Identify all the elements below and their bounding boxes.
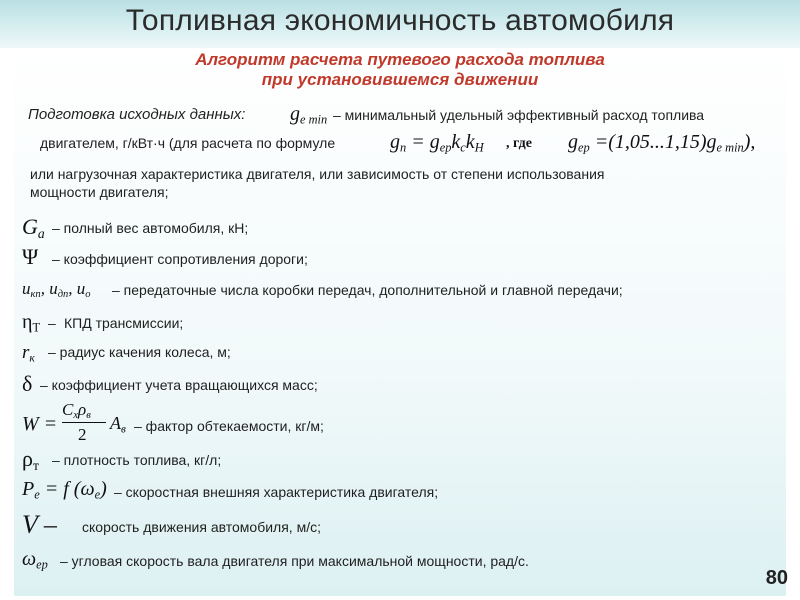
item-streamline-factor: – фактор обтекаемости, кг/м; [134, 418, 324, 434]
symbol-pe: $P_e = f$ $(\omega_e)$ [22, 478, 107, 502]
prep-line-3: или нагрузочная характеристика двигателя, или зависимость от степени использования [30, 166, 605, 182]
item-weight: – полный вес автомобиля, кН; [52, 220, 249, 236]
prep-line-4: мощности двигателя; [30, 184, 169, 200]
formula-w: W = $C_x\rho_в$ 2 $A_в$ [22, 400, 126, 444]
prep-line-2: двигателем, г/кВт·ч (для расчета по формуле [40, 135, 336, 151]
page-number: 80 [765, 567, 788, 589]
symbol-delta: δ [22, 371, 33, 396]
item-speed-characteristic: – скоростная внешняя характеристика двигателя; [114, 484, 439, 500]
prep-text: – минимальный удельный эффективный расход топлива [333, 107, 705, 123]
symbol-psi: Ψ [22, 244, 39, 269]
symbol-omega-ep: $\omega_{ep}$ [22, 548, 48, 572]
item-rotating-masses: – коэффициент учета вращающихся масс; [40, 377, 318, 393]
symbol-rho-t: $\rho_т$ [22, 446, 39, 474]
subtitle-line-1: Алгоритм расчета путевого расхода топлива [195, 50, 605, 69]
item-gear-ratios: – передаточные числа коробки передач, дополнительной и главной передачи; [112, 282, 623, 298]
item-wheel-radius: – радиус качения колеса, м; [48, 344, 231, 360]
item-road-resistance: – коэффициент сопротивления дороги; [52, 251, 308, 267]
symbol-gear-ratios: $u_{кп}$, $u_{дп}$, $u_o$ [22, 279, 91, 301]
symbol-ga: $G_a$ [22, 214, 45, 242]
subtitle-line-2: при установившемся движении [261, 70, 539, 89]
prep-where: , где [506, 136, 532, 151]
slide-title: Топливная экономичность автомобиля [125, 4, 675, 37]
item-vehicle-speed: скорость движения автомобиля, м/с; [82, 519, 321, 535]
formula-gep: $g_{ep} =(1,05...1,15)g_{e min}$), [568, 131, 756, 155]
formula-gn: $g_п = g_{ep}k_ck_H$ [390, 131, 484, 155]
symbol-rk: $r_к$ [22, 342, 35, 365]
prep-label: Подготовка исходных данных: [28, 106, 246, 123]
item-angular-speed: – угловая скорость вала двигателя при максимальной мощности, рад/с. [60, 553, 529, 569]
dash-efficiency: – [48, 315, 56, 331]
item-efficiency: КПД трансмиссии; [64, 315, 184, 331]
item-fuel-density: – плотность топлива, кг/л; [52, 452, 222, 468]
formula-ge-min: $g_{e min}$ [290, 103, 328, 127]
symbol-v: V – [22, 510, 57, 539]
symbol-eta: $\eta_T$ [22, 311, 41, 335]
